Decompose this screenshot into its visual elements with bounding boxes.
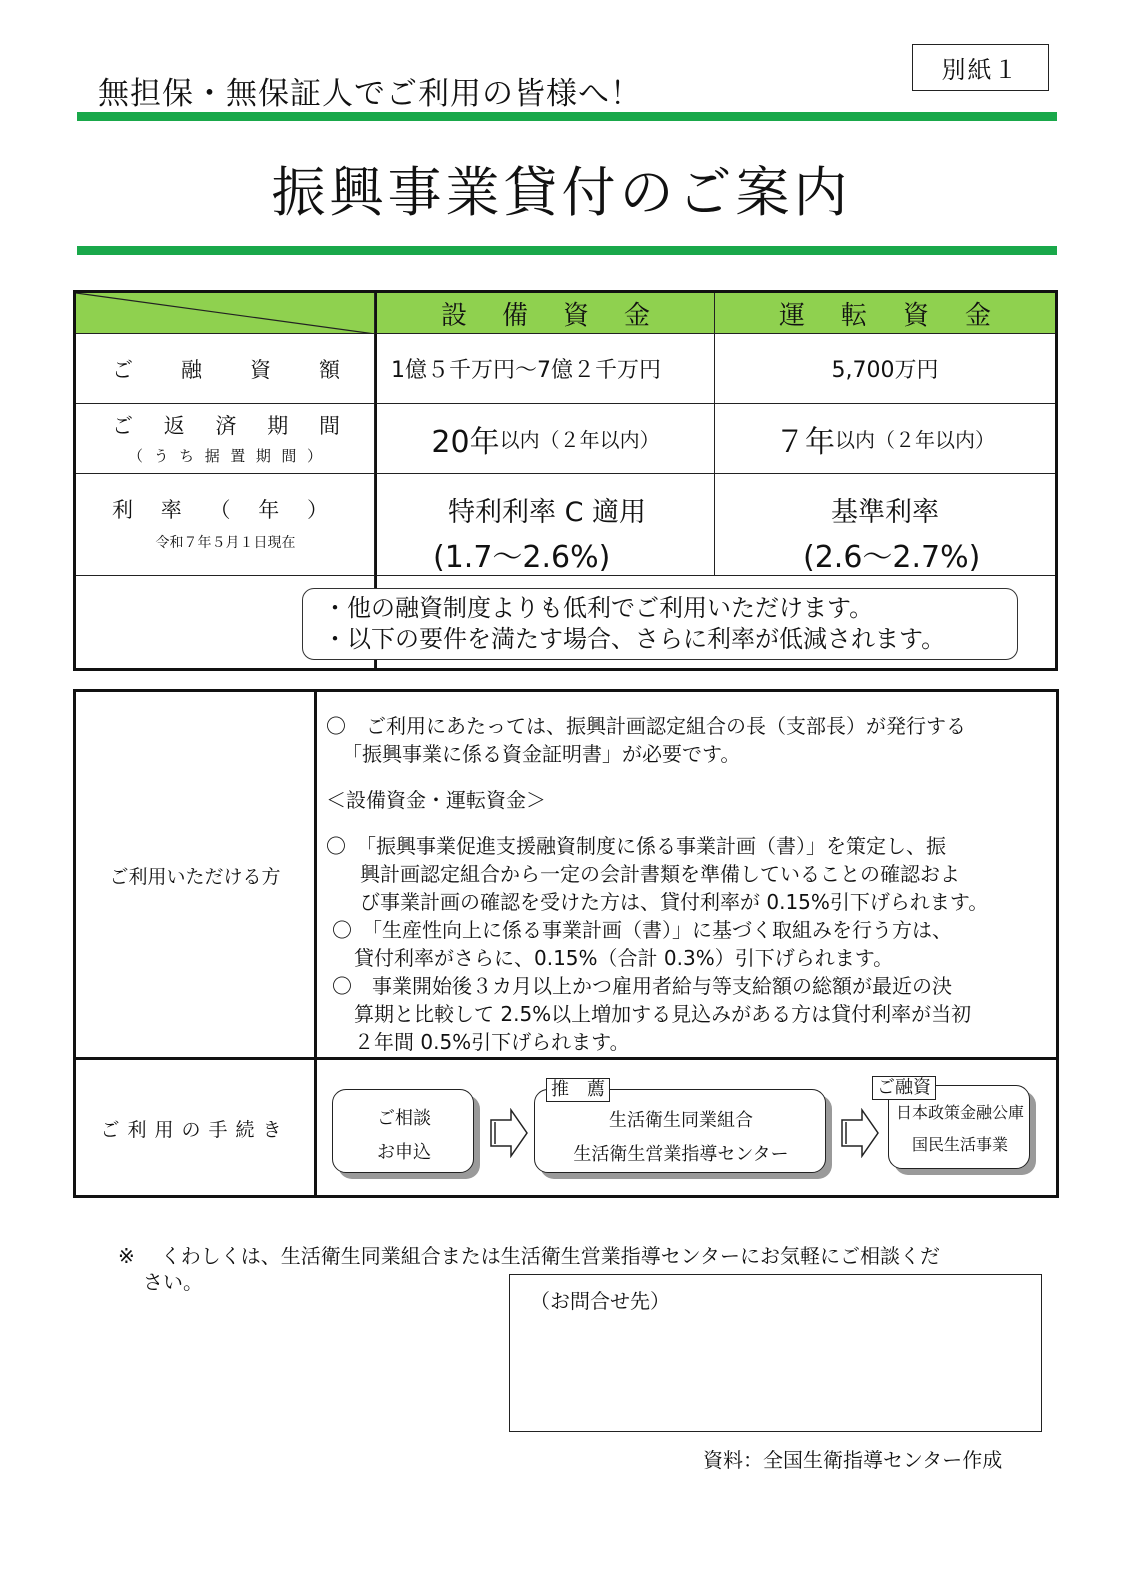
note-line: ・以下の要件を満たす場合、さらに利率が低減されます。 (323, 625, 946, 653)
contact-box (509, 1274, 1042, 1432)
row-label-loan-amount: ご 融 資 額 (76, 334, 375, 404)
flow-step-recommend: 生活衛生同業組合 生活衛生営業指導センター (534, 1089, 826, 1173)
procedure-label: ご利用の手続き (100, 1119, 290, 1141)
repayment-equipment: 20年 以内（２年以内） (375, 404, 715, 474)
eligibility-line: 〇 事業開始後３カ月以上かつ雇用者給与等支給額の総額が最近の決 (332, 974, 952, 998)
eligibility-line: ２年間 0.5%引下げられます。 (354, 1030, 630, 1054)
rate-equipment: 特利利率 C 適用 (1.7～2.6%) (375, 474, 715, 576)
note-text-line1: くわしくは、生活衛生同業組合または生活衛生営業指導センターにお気軽にご相談くだ (160, 1244, 940, 1268)
note-text-line2: さい。 (143, 1270, 203, 1294)
diagonal-line (76, 293, 375, 334)
eligibility-line: 「振興事業に係る資金証明書」が必要です。 (342, 742, 741, 766)
eligibility-text (326, 712, 1056, 1056)
contact-label: （お問合せ先） (530, 1289, 670, 1313)
repayment-operating: ７年 以内（２年以内） (715, 404, 1055, 474)
row-label-repayment: ご 返 済 期 間 （ う ち 据 置 期 間 ） (76, 404, 375, 474)
eligibility-line: 興計画認定組合から一定の会計書類を準備していることの確認およ (360, 862, 960, 886)
column-divider (314, 692, 317, 1195)
table-corner-cell (76, 293, 375, 334)
row-label-rate: 利 率 （ 年 ） 令和７年５月１日現在 (76, 474, 375, 576)
flow-arrow-icon (489, 1108, 529, 1158)
bottom-green-rule (77, 246, 1057, 255)
loan-amount-operating: 5,700万円 (715, 334, 1055, 404)
col-header-equipment: 設 備 資 金 (375, 293, 715, 334)
eligibility-procedure-table (73, 689, 1059, 1198)
rate-operating: 基準利率 (2.6～2.7%) (715, 474, 1055, 576)
eligibility-line: 貸付利率がさらに、0.15%（合計 0.3%）引下げられます。 (354, 946, 894, 970)
flow-arrow-icon (840, 1108, 880, 1158)
loan-amount-equipment: 1億５千万円～7億２千万円 (375, 334, 715, 404)
eligibility-label: ご利用いただける方 (109, 866, 281, 888)
eligibility-line: ＜設備資金・運転資金＞ (326, 788, 546, 812)
badge-loan: ご融資 (872, 1076, 936, 1100)
source-credit: 資料：全国生衛指導センター作成 (703, 1448, 1003, 1472)
col-header-operating: 運 転 資 金 (715, 293, 1055, 334)
flow-step-consult: ご相談 お申込 (332, 1089, 474, 1173)
eligibility-line: 〇 「生産性向上に係る事業計画（書）」に基づく取組みを行う方は、 (332, 918, 952, 942)
eligibility-line: び事業計画の確認を受けた方は、貸付利率が 0.15%引下げられます。 (360, 890, 989, 914)
eligibility-line: 〇 ご利用にあたっては、振興計画認定組合の長（支部長）が発行する (326, 714, 966, 738)
top-green-rule (77, 112, 1057, 121)
badge-recommend: 推 薦 (546, 1078, 610, 1102)
subtitle: 無担保・無保証人でご利用の皆様へ！ (98, 76, 642, 112)
rate-notes-box (302, 588, 1018, 660)
note-mark: ※ (118, 1244, 135, 1268)
eligibility-line: 算期と比較して 2.5%以上増加する見込みがある方は貸付利率が当初 (354, 1002, 972, 1026)
flow-step-loan: 日本政策金融公庫 国民生活事業 (888, 1085, 1030, 1169)
attachment-tag: 別紙１ (912, 44, 1049, 91)
page-title: 振興事業貸付のご案内 (271, 161, 852, 224)
row-divider (76, 1057, 1056, 1060)
note-line: ・他の融資制度よりも低利でご利用いただけます。 (323, 594, 874, 622)
footer-note (118, 1240, 940, 1269)
eligibility-line: 〇 「振興事業促進支援融資制度に係る事業計画（書）」を策定し、振 (326, 834, 946, 858)
